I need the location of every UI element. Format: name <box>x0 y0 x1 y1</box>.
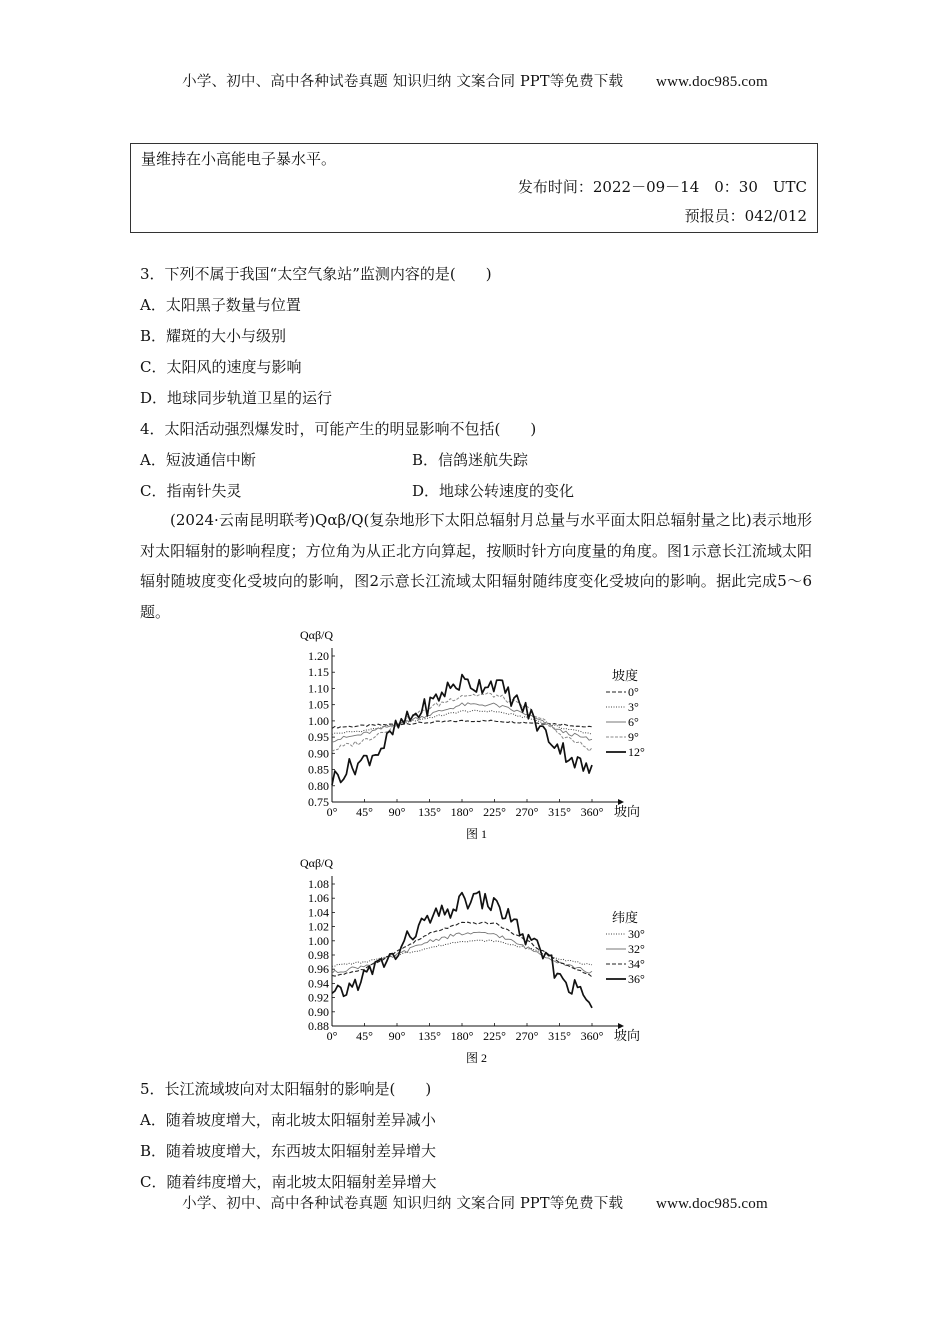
fig1-x-tick-label: 90° <box>388 805 406 819</box>
fig1-y-tick-label: 1.00 <box>308 713 329 728</box>
fig2-y-tick-label: 0.88 <box>308 1019 329 1033</box>
fig1-y-tick-label: 0.85 <box>308 762 329 777</box>
fig2-y-tick-label: 0.92 <box>308 990 329 1005</box>
fig2-x-axis-label: 坡向 <box>614 1028 641 1043</box>
fig1-y-tick-label: 0.95 <box>308 730 329 745</box>
fig1-y-tick-label: 0.90 <box>308 746 329 761</box>
fig2-legend-label: 34° <box>628 957 645 971</box>
q4-option-b: B．信鸽迷航失踪 <box>412 451 529 469</box>
fig2-ylabel: Qαβ/Q <box>300 856 334 870</box>
page-header <box>0 70 950 91</box>
q3-option-b: B．耀斑的大小与级别 <box>140 327 287 345</box>
fig2-y-tick-label: 0.96 <box>308 962 329 977</box>
fig2-y-tick-label: 0.94 <box>308 976 329 991</box>
fig2-x-tick-label: 135° <box>418 1029 441 1043</box>
fig2-legend-title: 纬度 <box>612 910 639 925</box>
fig1-x-tick-label: 270° <box>515 805 539 819</box>
fig1-x-tick-label: 360° <box>580 805 604 819</box>
notice-forecaster: 预报员：042/012 <box>684 207 807 225</box>
fig1-x-tick-label: 225° <box>483 805 506 819</box>
q5-option-b: B．随着坡度增大，东西坡太阳辐射差异增大 <box>140 1142 437 1160</box>
fig2-y-tick-label: 0.98 <box>308 948 329 962</box>
fig2-y-tick-label: 1.08 <box>308 877 329 891</box>
fig2-x-tick-label: 0° <box>326 1029 338 1043</box>
fig1-legend-title: 坡度 <box>612 668 639 683</box>
q5-stem: 5．长江流域坡向对太阳辐射的影响是( ) <box>140 1080 432 1098</box>
fig2-series-line <box>332 891 592 1008</box>
fig1-ylabel: Qαβ/Q <box>300 628 334 642</box>
figure-1-chart <box>290 622 650 844</box>
fig1-legend-label: 9° <box>628 730 639 744</box>
intro-paragraph: (2024·云南昆明联考)Qαβ/Q(复杂地形下太阳总辐射月总量与水平面太阳总辐射量之比)表示地形对太阳辐射的影响程度；方位角为从正北方向算起，按顺时针方向度量的角度。图1示意长江流域太阳辐射随坡度变化受坡向的影响，图2示意长江流域太阳辐射随纬度变化受坡向的影响。据此完成5～6题。 <box>140 511 812 621</box>
fig1-x-tick-label: 0° <box>326 805 338 819</box>
notice-box <box>130 143 818 233</box>
fig1-x-tick-label: 135° <box>418 805 441 819</box>
fig1-series-line <box>332 710 592 734</box>
fig1-legend-label: 12° <box>628 745 645 759</box>
fig1-legend-label: 6° <box>628 715 639 729</box>
fig1-y-tick-label: 1.05 <box>308 697 329 712</box>
fig2-y-tick-label: 0.90 <box>308 1004 329 1019</box>
footer-banner: 小学、初中、高中各种试卷真题 知识归纳 文案合同 PPT等免费下载 <box>182 1196 624 1212</box>
fig2-x-tick-label: 180° <box>450 1029 474 1043</box>
header-banner: 小学、初中、高中各种试卷真题 知识归纳 文案合同 PPT等免费下载 <box>182 74 624 90</box>
fig2-legend-label: 30° <box>628 927 645 941</box>
q5-option-a: A．随着坡度增大，南北坡太阳辐射差异减小 <box>140 1111 436 1129</box>
fig1-y-tick-label: 1.15 <box>308 665 329 680</box>
fig1-x-axis-label: 坡向 <box>614 804 641 819</box>
q4-option-d: D．地球公转速度的变化 <box>412 482 575 500</box>
fig2-y-tick-label: 1.04 <box>308 905 329 920</box>
fig1-y-tick-label: 0.80 <box>308 778 329 793</box>
fig1-series-line <box>332 693 592 752</box>
fig1-x-tick-label: 45° <box>356 805 373 819</box>
notice-line: 量维持在小高能电子暴水平。 <box>141 150 337 168</box>
fig2-x-tick-label: 90° <box>388 1029 406 1043</box>
fig2-x-tick-label: 225° <box>483 1029 506 1043</box>
footer-site: www.doc985.com <box>656 1196 768 1212</box>
header-site: www.doc985.com <box>656 74 768 90</box>
fig2-x-tick-label: 360° <box>580 1029 604 1043</box>
fig1-x-tick-label: 315° <box>548 805 571 819</box>
fig2-y-tick-label: 1.02 <box>308 919 329 934</box>
fig1-legend-label: 3° <box>628 700 639 714</box>
q5-option-c: C．随着纬度增大，南北坡太阳辐射差异增大 <box>140 1173 437 1191</box>
q4-option-a: A．短波通信中断 <box>140 451 256 469</box>
q3-option-c: C．太阳风的速度与影响 <box>140 358 302 376</box>
fig1-title: 图 1 <box>466 827 488 841</box>
fig2-y-tick-label: 1.06 <box>308 891 329 906</box>
fig2-x-tick-label: 315° <box>548 1029 571 1043</box>
q3-stem: 3．下列不属于我国“太空气象站”监测内容的是( ) <box>140 265 492 283</box>
fig1-y-tick-label: 1.10 <box>308 681 329 696</box>
q4-option-c: C．指南针失灵 <box>140 482 242 500</box>
fig1-x-tick-label: 180° <box>450 805 474 819</box>
fig2-x-tick-label: 270° <box>515 1029 539 1043</box>
figure-2-chart <box>290 850 650 1072</box>
fig1-y-tick-label: 1.20 <box>308 649 329 663</box>
fig2-x-tick-label: 45° <box>356 1029 373 1043</box>
fig2-title: 图 2 <box>466 1051 488 1065</box>
fig1-legend-label: 0° <box>628 685 639 699</box>
fig1-y-tick-label: 0.75 <box>308 795 329 809</box>
fig2-y-tick-label: 1.00 <box>308 933 329 948</box>
q3-option-d: D．地球同步轨道卫星的运行 <box>140 389 333 407</box>
notice-time: 发布时间：2022－09－14 0：30 UTC <box>517 178 807 196</box>
page-footer <box>0 1192 950 1213</box>
fig1-series-line <box>332 675 592 785</box>
fig2-legend-label: 36° <box>628 972 645 986</box>
q4-stem: 4．太阳活动强烈爆发时，可能产生的明显影响不包括( ) <box>140 420 537 438</box>
q3-option-a: A．太阳黑子数量与位置 <box>140 296 301 314</box>
fig1-series-line <box>332 703 592 742</box>
fig2-legend-label: 32° <box>628 942 645 956</box>
